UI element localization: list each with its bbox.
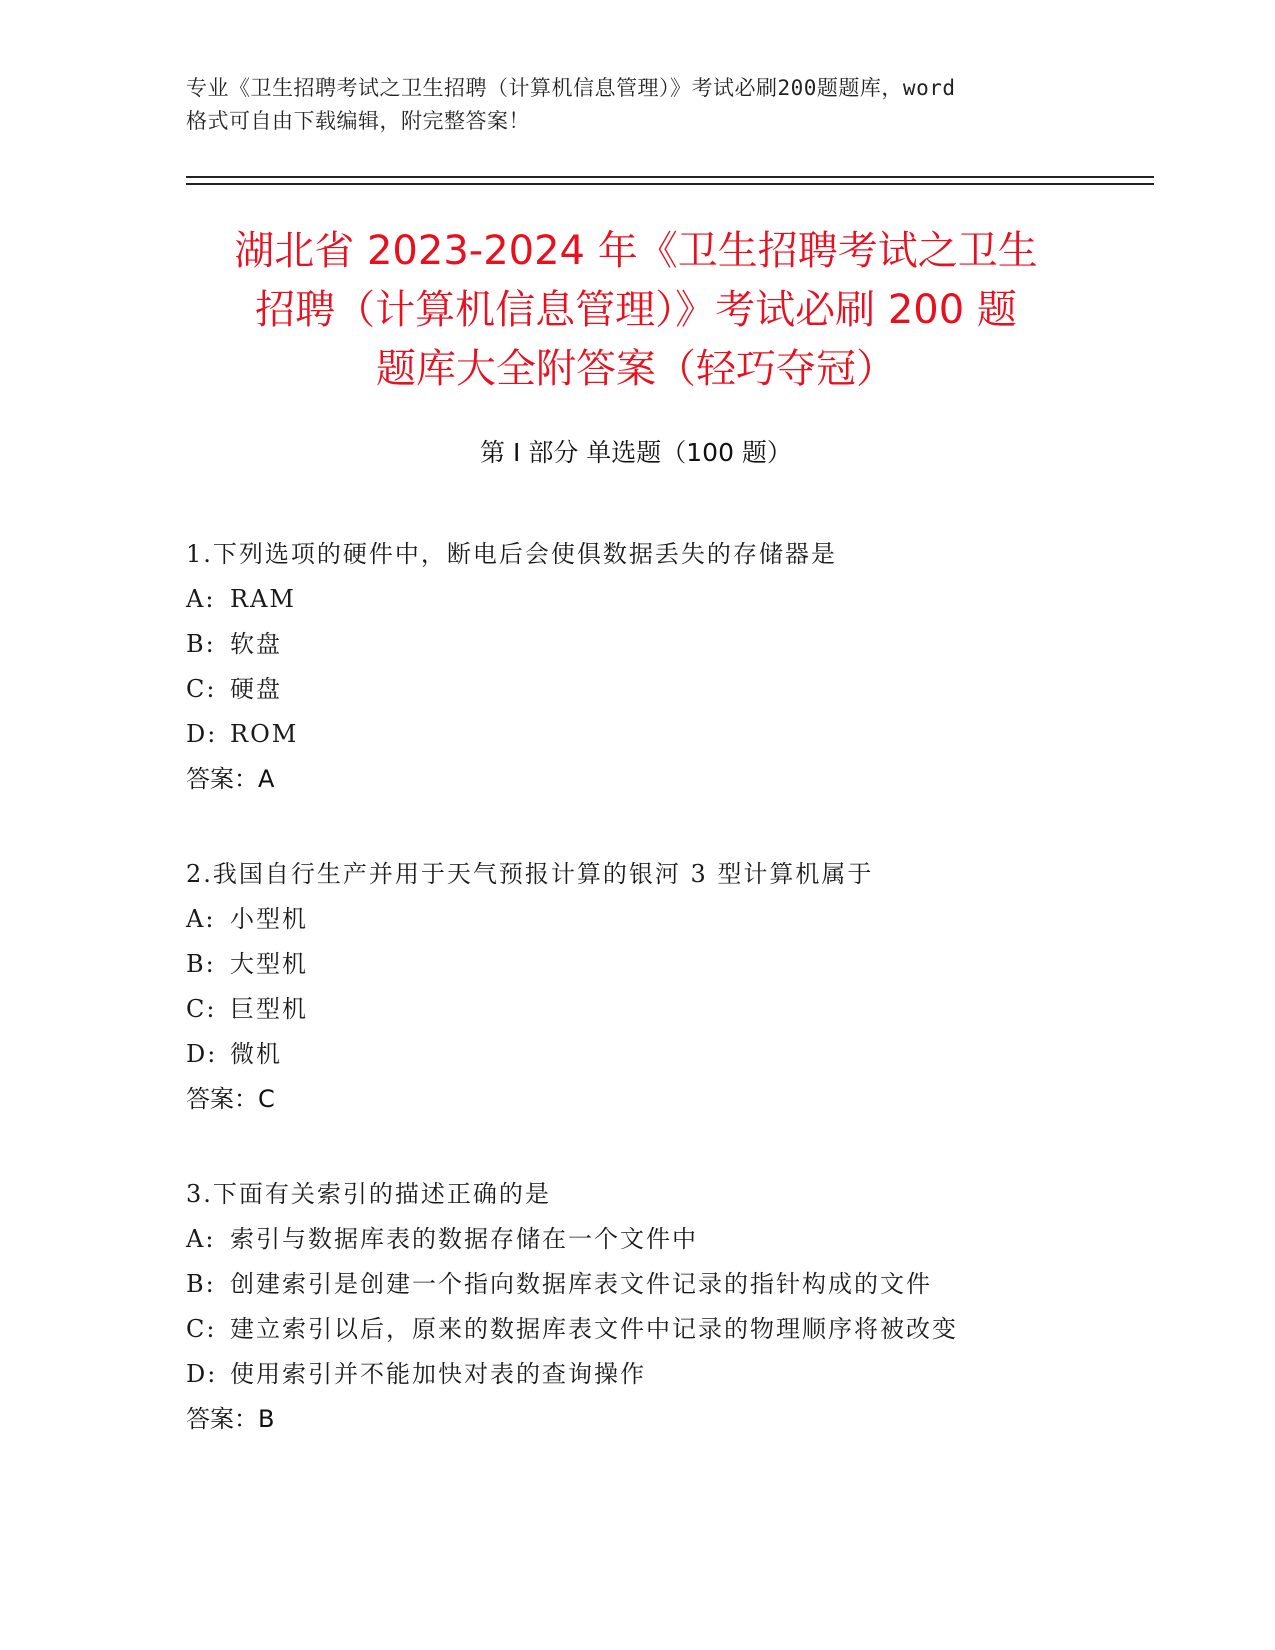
option-text: 软盘 bbox=[230, 630, 282, 658]
header-divider-top bbox=[186, 176, 1154, 178]
option-d bbox=[186, 1032, 1146, 1077]
option-d bbox=[186, 712, 1146, 757]
option-key: C: bbox=[186, 1315, 217, 1343]
option-key: A: bbox=[186, 585, 216, 613]
question-2 bbox=[186, 852, 1146, 1122]
header-note-line-2: 格式可自由下载编辑，附完整答案！ bbox=[186, 109, 530, 133]
option-key: D: bbox=[186, 1360, 218, 1388]
option-key: A: bbox=[186, 1225, 216, 1253]
option-key: A: bbox=[186, 905, 216, 933]
option-text: 硬盘 bbox=[230, 675, 282, 703]
option-b bbox=[186, 1262, 1146, 1307]
option-a bbox=[186, 897, 1146, 942]
option-text: 创建索引是创建一个指向数据库表文件记录的指针构成的文件 bbox=[230, 1270, 932, 1298]
option-c bbox=[186, 667, 1146, 712]
title-line-2: 招聘（计算机信息管理）》考试必刷 200 题 bbox=[255, 287, 1017, 333]
title-line-1: 湖北省 2023-2024 年《卫生招聘考试之卫生 bbox=[234, 228, 1038, 274]
option-key: B: bbox=[186, 630, 216, 658]
option-b bbox=[186, 622, 1146, 667]
question-stem: 2.我国自行生产并用于天气预报计算的银河 3 型计算机属于 bbox=[186, 860, 874, 888]
option-a bbox=[186, 1217, 1146, 1262]
option-key: C: bbox=[186, 995, 217, 1023]
document-title bbox=[186, 222, 1086, 399]
title-line-3: 题库大全附答案（轻巧夺冠） bbox=[376, 346, 896, 392]
option-a bbox=[186, 577, 1146, 622]
header-note bbox=[186, 72, 1086, 138]
answer: 答案：A bbox=[186, 765, 275, 793]
header-note-line-1: 专业《卫生招聘考试之卫生招聘（计算机信息管理）》考试必刷200题题库，word bbox=[186, 76, 956, 100]
option-text: RAM bbox=[230, 585, 296, 613]
option-key: D: bbox=[186, 1040, 218, 1068]
option-text: 索引与数据库表的数据存储在一个文件中 bbox=[230, 1225, 698, 1253]
question-stem: 1.下列选项的硬件中，断电后会使俱数据丢失的存储器是 bbox=[186, 540, 837, 568]
option-b bbox=[186, 942, 1146, 987]
answer: 答案：B bbox=[186, 1405, 275, 1433]
option-text: 巨型机 bbox=[230, 995, 308, 1023]
option-c bbox=[186, 987, 1146, 1032]
option-key: B: bbox=[186, 950, 216, 978]
section-heading: 第 I 部分 单选题（100 题） bbox=[480, 438, 792, 467]
option-d bbox=[186, 1352, 1146, 1397]
question-stem: 3.下面有关索引的描述正确的是 bbox=[186, 1180, 551, 1208]
question-3 bbox=[186, 1172, 1146, 1442]
option-key: D: bbox=[186, 720, 218, 748]
option-c bbox=[186, 1307, 1146, 1352]
header-divider-bottom bbox=[186, 183, 1154, 185]
question-1 bbox=[186, 532, 1146, 802]
answer: 答案：C bbox=[186, 1085, 275, 1113]
option-key: C: bbox=[186, 675, 217, 703]
option-text: ROM bbox=[230, 720, 299, 748]
option-key: B: bbox=[186, 1270, 216, 1298]
option-text: 大型机 bbox=[230, 950, 308, 978]
option-text: 小型机 bbox=[230, 905, 308, 933]
option-text: 微机 bbox=[230, 1040, 282, 1068]
option-text: 使用索引并不能加快对表的查询操作 bbox=[230, 1360, 646, 1388]
option-text: 建立索引以后，原来的数据库表文件中记录的物理顺序将被改变 bbox=[230, 1315, 958, 1343]
